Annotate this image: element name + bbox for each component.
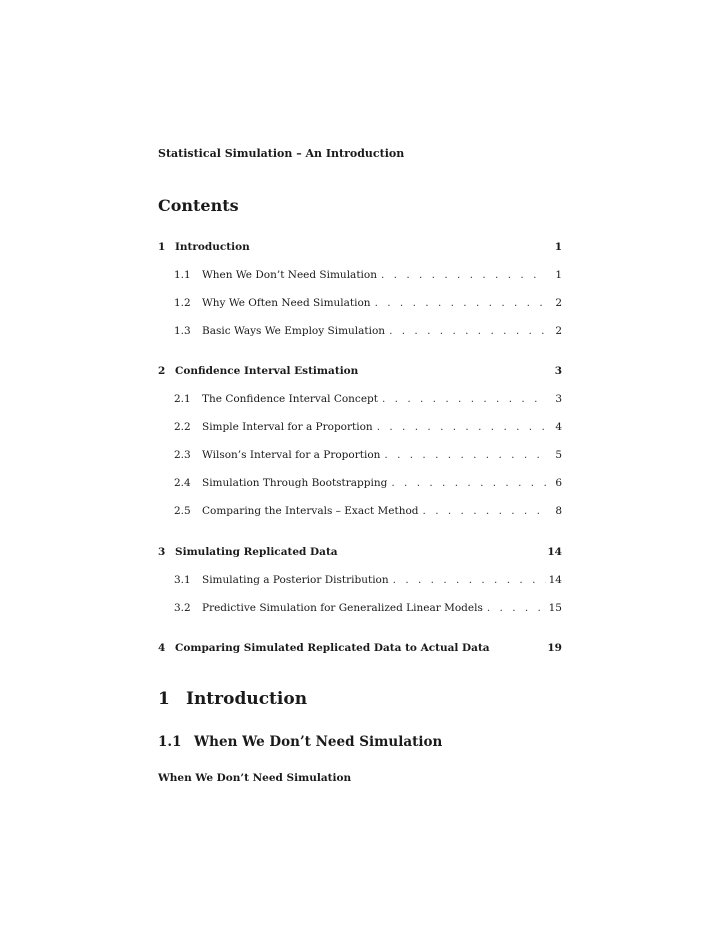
- toc-title: Introduction: [175, 241, 250, 253]
- toc-subsection-1-3[interactable]: [158, 324, 562, 338]
- toc-leader-dots: [391, 476, 546, 490]
- toc-number: 3.1: [174, 574, 191, 586]
- toc-title: Confidence Interval Estimation: [175, 365, 359, 377]
- toc-leader-dots: [382, 392, 546, 406]
- toc-number: 3: [158, 546, 166, 558]
- toc-leader-dots: [487, 601, 546, 615]
- toc-title: The Confidence Interval Concept: [202, 393, 378, 405]
- toc-title: Basic Ways We Employ Simulation: [202, 325, 386, 337]
- toc-subsection-1-1[interactable]: [158, 268, 562, 282]
- subsection-heading: [158, 734, 442, 750]
- toc-subsection-2-1[interactable]: [158, 392, 562, 406]
- toc-number: 2.1: [174, 393, 191, 405]
- section-heading: [158, 689, 307, 709]
- toc-title: Comparing Simulated Replicated Data to Actual Data: [175, 642, 490, 654]
- toc-page-number: 2: [555, 325, 562, 337]
- toc-leader-dots: [375, 296, 546, 310]
- toc-page-number: 5: [555, 449, 562, 461]
- toc-leader-dots: [381, 268, 546, 282]
- toc-page-number: 1: [554, 241, 562, 253]
- toc-subsection-3-1[interactable]: [158, 573, 562, 587]
- toc-number: 1.3: [174, 325, 191, 337]
- toc-subsection-2-4[interactable]: [158, 476, 562, 490]
- toc-leader-dots: [389, 324, 546, 338]
- subsection-number: 1.1: [158, 734, 182, 750]
- toc-number: 2.5: [174, 505, 191, 517]
- toc-leader-dots: [393, 573, 546, 587]
- toc-section-4[interactable]: [158, 641, 562, 655]
- toc-page-number: 3: [554, 365, 562, 377]
- toc-title: Simple Interval for a Proportion: [202, 421, 373, 433]
- toc-title: Wilson’s Interval for a Proportion: [202, 449, 381, 461]
- toc-leader-dots: [377, 420, 546, 434]
- toc-page-number: 1: [555, 269, 562, 281]
- contents-heading: Contents: [158, 196, 239, 215]
- toc-page-number: 15: [548, 602, 562, 614]
- toc-number: 1.1: [174, 269, 191, 281]
- toc-title: Comparing the Intervals – Exact Method: [202, 505, 419, 517]
- section-title: Introduction: [186, 689, 308, 709]
- toc-section-1[interactable]: [158, 240, 562, 254]
- toc-number: 1.2: [174, 297, 191, 309]
- toc-page-number: 3: [555, 393, 562, 405]
- toc-section-2[interactable]: [158, 364, 562, 378]
- toc-subsection-2-5[interactable]: [158, 504, 562, 518]
- paragraph-heading: When We Don’t Need Simulation: [158, 772, 352, 784]
- toc-title: Simulating a Posterior Distribution: [202, 574, 389, 586]
- toc-subsection-2-2[interactable]: [158, 420, 562, 434]
- toc-page-number: 19: [547, 642, 562, 654]
- toc-number: 2: [158, 365, 166, 377]
- toc-number: 2.3: [174, 449, 191, 461]
- toc-number: 1: [158, 241, 166, 253]
- toc-page-number: 6: [555, 477, 562, 489]
- toc-section-3[interactable]: [158, 545, 562, 559]
- toc-leader-dots: [384, 448, 546, 462]
- toc-title: Why We Often Need Simulation: [202, 297, 371, 309]
- toc-title: Predictive Simulation for Generalized Linear Models: [202, 602, 483, 614]
- toc-page-number: 14: [548, 574, 562, 586]
- toc-page-number: 4: [555, 421, 562, 433]
- toc-page-number: 2: [555, 297, 562, 309]
- document-title: Statistical Simulation – An Introduction: [158, 147, 405, 160]
- toc-title: Simulation Through Bootstrapping: [202, 477, 388, 489]
- toc-number: 4: [158, 642, 166, 654]
- toc-title: When We Don’t Need Simulation: [202, 269, 377, 281]
- toc-number: 2.2: [174, 421, 191, 433]
- toc-number: 2.4: [174, 477, 191, 489]
- toc-subsection-3-2[interactable]: [158, 601, 562, 615]
- toc-subsection-2-3[interactable]: [158, 448, 562, 462]
- section-number: 1: [158, 689, 170, 709]
- table-of-contents: [158, 0, 562, 932]
- toc-subsection-1-2[interactable]: [158, 296, 562, 310]
- toc-page-number: 8: [555, 505, 562, 517]
- subsection-title: When We Don’t Need Simulation: [194, 734, 443, 750]
- toc-leader-dots: [423, 504, 546, 518]
- toc-page-number: 14: [547, 546, 562, 558]
- toc-number: 3.2: [174, 602, 191, 614]
- toc-title: Simulating Replicated Data: [175, 546, 338, 558]
